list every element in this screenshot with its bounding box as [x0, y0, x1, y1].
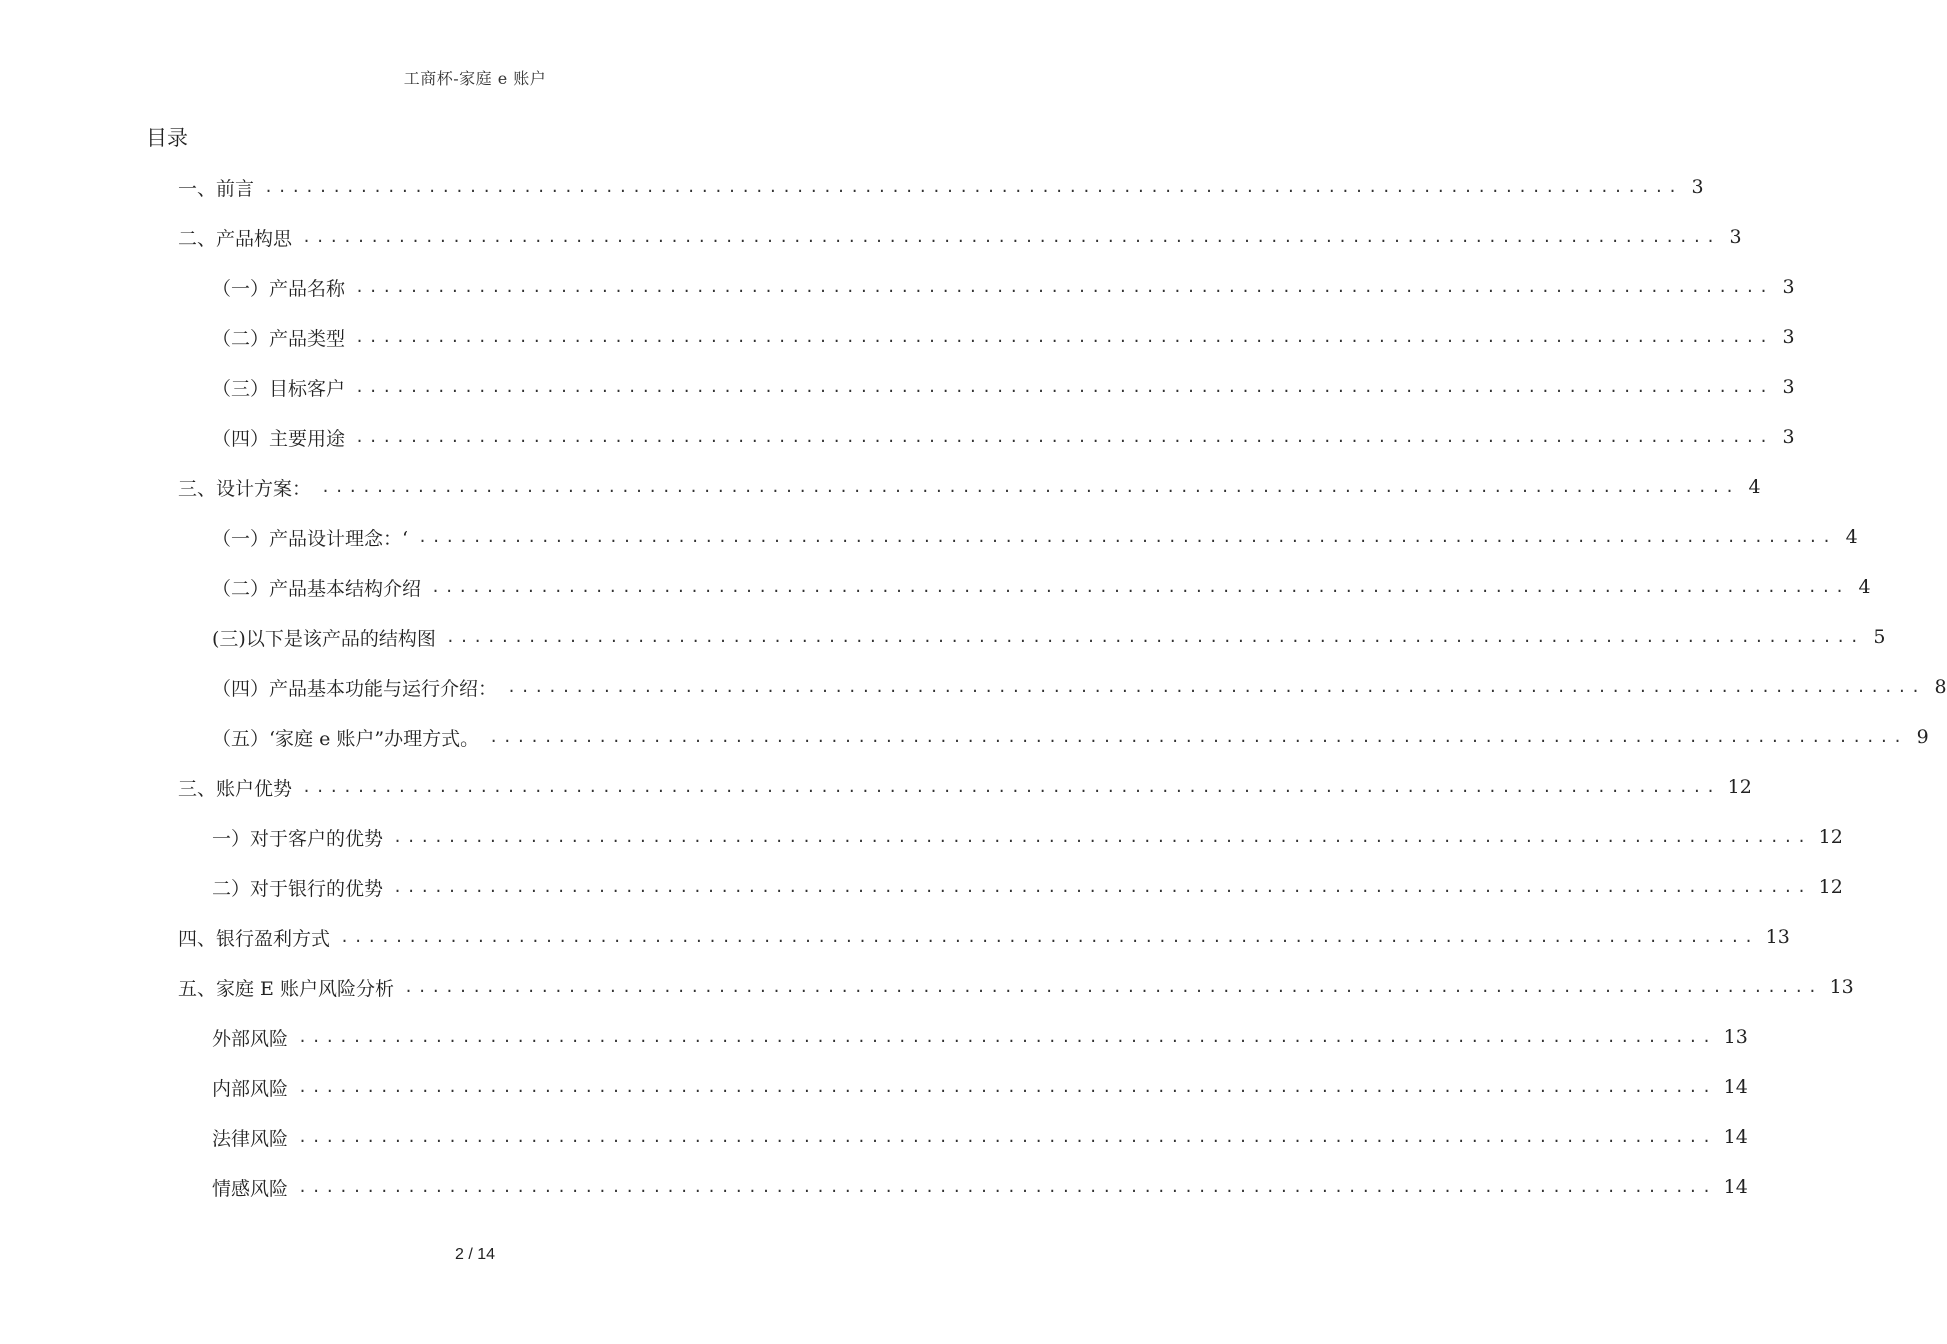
- toc-entry-external-risk[interactable]: [212, 1012, 1748, 1062]
- toc-entry-text: (三)以下是该产品的结构图: [212, 627, 436, 650]
- toc-leader-dots: ........................................................................................................: [355, 378, 1773, 396]
- toc-leader-dots: ........................................................................................................: [355, 428, 1773, 446]
- toc-leader-dots: ........................................................................................................: [403, 978, 1822, 996]
- page-header: 工商杯-家庭 e 账户: [403, 69, 547, 88]
- toc-page-number: 4: [1748, 476, 1761, 498]
- toc-entry-text: （三）目标客户: [212, 377, 346, 400]
- toc-entry-basic-structure[interactable]: [212, 562, 1871, 612]
- toc-entry-text: 二、产品构思: [178, 227, 293, 250]
- toc-entry-text: 一）对于客户的优势: [212, 827, 384, 850]
- toc-entry-profit-model[interactable]: [178, 912, 1790, 962]
- toc-leader-dots: ........................................................................................................: [393, 828, 1811, 846]
- toc-page-number: 13: [1829, 976, 1854, 998]
- toc-leader-dots: ........................................................................................................: [340, 928, 1758, 946]
- toc-entry-text: 三、设计方案：: [178, 477, 312, 500]
- toc-entry-text: 一、前言: [178, 177, 255, 200]
- toc-entry-text: （二）产品基本结构介绍: [212, 577, 422, 600]
- toc-page-number: 13: [1765, 926, 1790, 948]
- toc-page-number: 3: [1729, 226, 1742, 248]
- toc-entry-preface[interactable]: [178, 162, 1704, 212]
- toc-entry-text: 情感风险: [212, 1177, 289, 1200]
- toc-entry-text: 二）对于银行的优势: [212, 877, 384, 900]
- toc-entry-internal-risk[interactable]: [212, 1062, 1748, 1112]
- toc-entry-text: 法律风险: [212, 1127, 289, 1150]
- toc-leader-dots: ........................................................................................................: [302, 778, 1720, 796]
- page-number-footer: 2 / 14: [454, 1246, 496, 1263]
- toc-page-number: 4: [1858, 576, 1871, 598]
- toc-page-number: 12: [1818, 876, 1843, 898]
- toc-leader-dots: ........................................................................................................: [418, 528, 1836, 546]
- toc-page-number: 12: [1818, 826, 1843, 848]
- toc-entry-text: （一）产品名称: [212, 277, 346, 300]
- toc-leader-dots: ........................................................................................................: [355, 328, 1773, 346]
- toc-page-number: 8: [1934, 676, 1947, 698]
- toc-entry-product-name[interactable]: [212, 262, 1795, 312]
- toc-entry-text: （二）产品类型: [212, 327, 346, 350]
- toc-entry-text: 内部风险: [212, 1077, 289, 1100]
- toc-entry-text: （四）主要用途: [212, 427, 346, 450]
- toc-entry-risk-analysis[interactable]: [178, 962, 1854, 1012]
- toc-page-number: 14: [1723, 1126, 1748, 1148]
- toc-page-number: 3: [1782, 326, 1795, 348]
- toc-page-number: 12: [1727, 776, 1752, 798]
- toc-entry-design-philosophy[interactable]: [212, 512, 1858, 562]
- toc-entry-customer-advantages[interactable]: [212, 812, 1843, 862]
- toc-leader-dots: ........................................................................................................: [298, 1078, 1716, 1096]
- toc-page-number: 5: [1873, 626, 1886, 648]
- toc-entry-application-method[interactable]: [212, 712, 1929, 762]
- toc-leader-dots: ........................................................................................................: [298, 1028, 1716, 1046]
- toc-entry-legal-risk[interactable]: [212, 1112, 1748, 1162]
- toc-leader-dots: ........................................................................................................: [302, 228, 1720, 246]
- toc-entry-text: （五）‘家庭 e 账户”办理方式。: [212, 727, 480, 750]
- toc-entry-product-concept[interactable]: [178, 212, 1742, 262]
- toc-page-number: 4: [1845, 526, 1858, 548]
- toc-leader-dots: ........................................................................................................: [298, 1128, 1716, 1146]
- toc-page-number: 14: [1723, 1076, 1748, 1098]
- toc-title: 目录: [146, 126, 188, 150]
- toc-page-number: 9: [1916, 726, 1929, 748]
- toc-leader-dots: ........................................................................................................: [321, 478, 1739, 496]
- toc-entry-text: 五、家庭 E 账户风险分析: [178, 977, 394, 1000]
- toc-page-number: 3: [1782, 276, 1795, 298]
- toc-leader-dots: ........................................................................................................: [431, 578, 1849, 596]
- toc-entry-design-plan[interactable]: [178, 462, 1761, 512]
- toc-leader-dots: ........................................................................................................: [298, 1178, 1716, 1196]
- toc-page-number: 3: [1782, 426, 1795, 448]
- toc-leader-dots: ........................................................................................................: [393, 878, 1811, 896]
- toc-entry-bank-advantages[interactable]: [212, 862, 1843, 912]
- toc-page-number: 3: [1782, 376, 1795, 398]
- toc-leader-dots: ........................................................................................................: [355, 278, 1773, 296]
- toc-page-number: 14: [1723, 1176, 1748, 1198]
- toc-entry-text: 外部风险: [212, 1027, 289, 1050]
- toc-leader-dots: ........................................................................................................: [264, 178, 1682, 196]
- toc-entry-emotional-risk[interactable]: [212, 1162, 1748, 1212]
- toc-leader-dots: ........................................................................................................: [507, 678, 1925, 696]
- toc-entry-text: 四、银行盈利方式: [178, 927, 331, 950]
- toc-entry-product-type[interactable]: [212, 312, 1795, 362]
- toc-entry-main-uses[interactable]: [212, 412, 1795, 462]
- toc-entry-functions-operation[interactable]: [212, 662, 1947, 712]
- toc-leader-dots: ........................................................................................................: [489, 728, 1907, 746]
- toc-entry-account-advantages[interactable]: [178, 762, 1752, 812]
- toc-entry-text: 三、账户优势: [178, 777, 293, 800]
- toc-entry-text: （一）产品设计理念：‘: [212, 527, 409, 550]
- toc-entry-text: （四）产品基本功能与运行介绍：: [212, 677, 498, 700]
- toc-entry-structure-diagram[interactable]: [212, 612, 1886, 662]
- toc-entry-target-customers[interactable]: [212, 362, 1795, 412]
- toc-page-number: 3: [1691, 176, 1704, 198]
- toc-page-number: 13: [1723, 1026, 1748, 1048]
- toc-leader-dots: ........................................................................................................: [445, 628, 1864, 646]
